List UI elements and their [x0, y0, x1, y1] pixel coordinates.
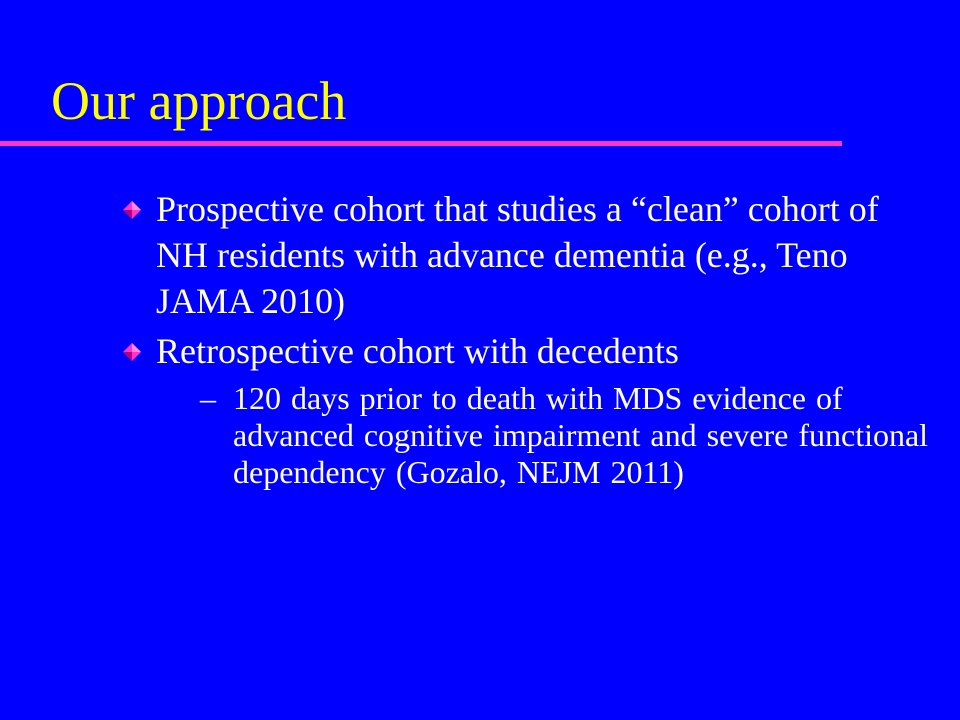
- diamond-bullet-icon: [122, 342, 142, 362]
- title-underline-rule: [0, 141, 842, 146]
- bullet-item: [122, 328, 932, 491]
- bullet-text: Prospective cohort that studies a “clean” cohort of NH residents with advance dementia (e.g., Teno JAMA 2010): [156, 189, 879, 321]
- sub-bullet-item: [200, 380, 932, 491]
- bullet-item: [122, 186, 932, 324]
- sub-bullet-text: 120 days prior to death with MDS evidence of advanced cognitive impairment and severe functional dependency (Gozalo, NEJM 2011): [233, 380, 929, 490]
- dash-marker: –: [200, 380, 216, 416]
- bullet-list: [122, 186, 932, 495]
- diamond-bullet-icon: [122, 200, 142, 220]
- slide-title: Our approach: [51, 71, 347, 131]
- sub-bullet-list: [156, 380, 932, 491]
- bullet-text: Retrospective cohort with decedents: [156, 331, 679, 371]
